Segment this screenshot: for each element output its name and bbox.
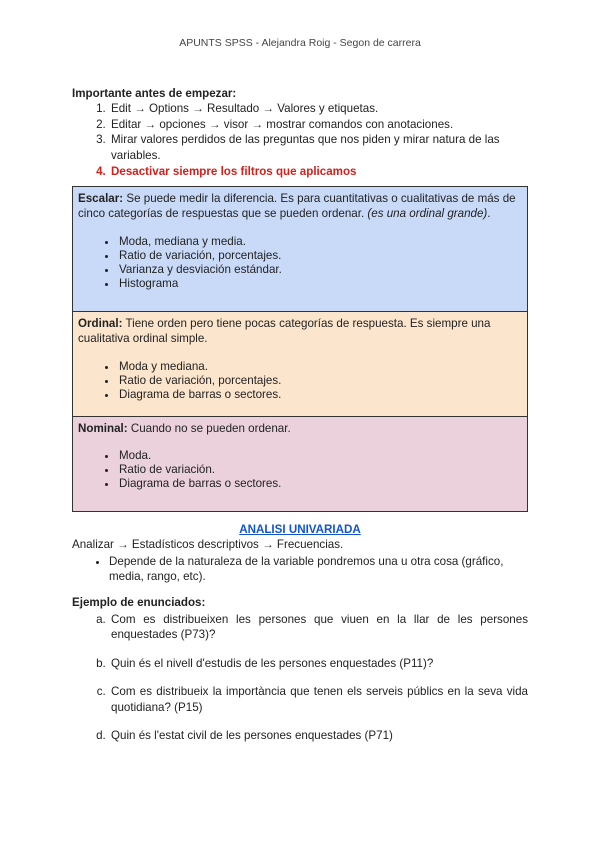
analisi-heading: [72, 522, 528, 537]
intro-step: 1. Edit → Options → Resultado → Valores y etiquetas.: [109, 101, 528, 117]
analisi-title-link[interactable]: ANALISI UNIVARIADA: [239, 522, 361, 536]
ordinal-cell: [73, 311, 528, 416]
intro-steps: [72, 101, 528, 180]
analisi-path: Analizar → Estadísticos descriptivos → Frecuencias.: [72, 537, 344, 551]
intro-step: 2. Editar → opciones → visor → mostrar comandos con anotaciones.: [109, 117, 528, 133]
list-item: • Moda, mediana y media.: [118, 235, 522, 249]
escalar-desc: Se puede medir la diferencia. Es para cuantitativas o cualitativas de más de cinco categorías de respuestas que se pueden ordenar.: [78, 191, 516, 220]
list-item: • Diagrama de barras o sectores.: [118, 388, 522, 402]
examples-title: Ejemplo de enunciados:: [72, 595, 206, 609]
analisi-list: [72, 554, 528, 585]
ordinal-desc: Tiene orden pero tiene pocas categorías de respuesta. Es siempre una cualitativa ordinal simple.: [78, 316, 491, 345]
list-item: • Ratio de variación.: [118, 463, 522, 477]
escalar-note: (es una ordinal grande): [367, 207, 488, 220]
escalar-list: [78, 235, 522, 291]
variable-types-table: [72, 186, 528, 512]
list-item: • Histograma: [118, 277, 522, 291]
list-item: • Varianza y desviación estándar.: [118, 263, 522, 277]
nominal-cell: [73, 416, 528, 511]
example-item: d. Quin és l'estat civil de les persones enquestades (P71): [109, 728, 528, 744]
list-item: • Ratio de variación, porcentajes.: [118, 374, 522, 388]
example-item: a. Com es distribueixen les persones que viuen en la llar de les persones enquestades (P73)?: [109, 612, 528, 643]
page-header: APUNTS SPSS - Alejandra Roig - Segon de carrera: [179, 37, 421, 49]
intro-step-warning: 4. Desactivar siempre los filtros que aplicamos: [109, 164, 528, 180]
escalar-note-end: .: [487, 207, 491, 220]
ordinal-list: [78, 360, 522, 402]
nominal-label: Nominal:: [78, 421, 128, 435]
nominal-desc: Cuando no se pueden ordenar.: [127, 421, 291, 435]
intro-step: 3. Mirar valores perdidos de las preguntas que nos piden y mirar natura de las variables.: [109, 132, 528, 163]
intro-title: Importante antes de empezar:: [72, 87, 237, 100]
list-item: • Moda y mediana.: [118, 360, 522, 374]
list-item: • Diagrama de barras o sectores.: [118, 477, 522, 491]
example-item: b. Quin és el nivell d'estudis de les persones enquestades (P11)?: [109, 656, 528, 672]
document-body: [72, 86, 528, 757]
examples-list: [72, 612, 528, 744]
list-item: • Depende de la naturaleza de la variable pondremos una u otra cosa (gráfico, media, rango, etc).: [109, 554, 528, 585]
escalar-label: Escalar:: [78, 191, 124, 205]
ordinal-label: Ordinal:: [78, 316, 123, 330]
example-item: c. Com es distribueix la importància que tenen els serveis públics en la seva vida quotidiana? (P15): [109, 684, 528, 715]
list-item: • Moda.: [118, 449, 522, 463]
nominal-list: [78, 449, 522, 491]
escalar-cell: [73, 186, 528, 311]
list-item: • Ratio de variación, porcentajes.: [118, 249, 522, 263]
